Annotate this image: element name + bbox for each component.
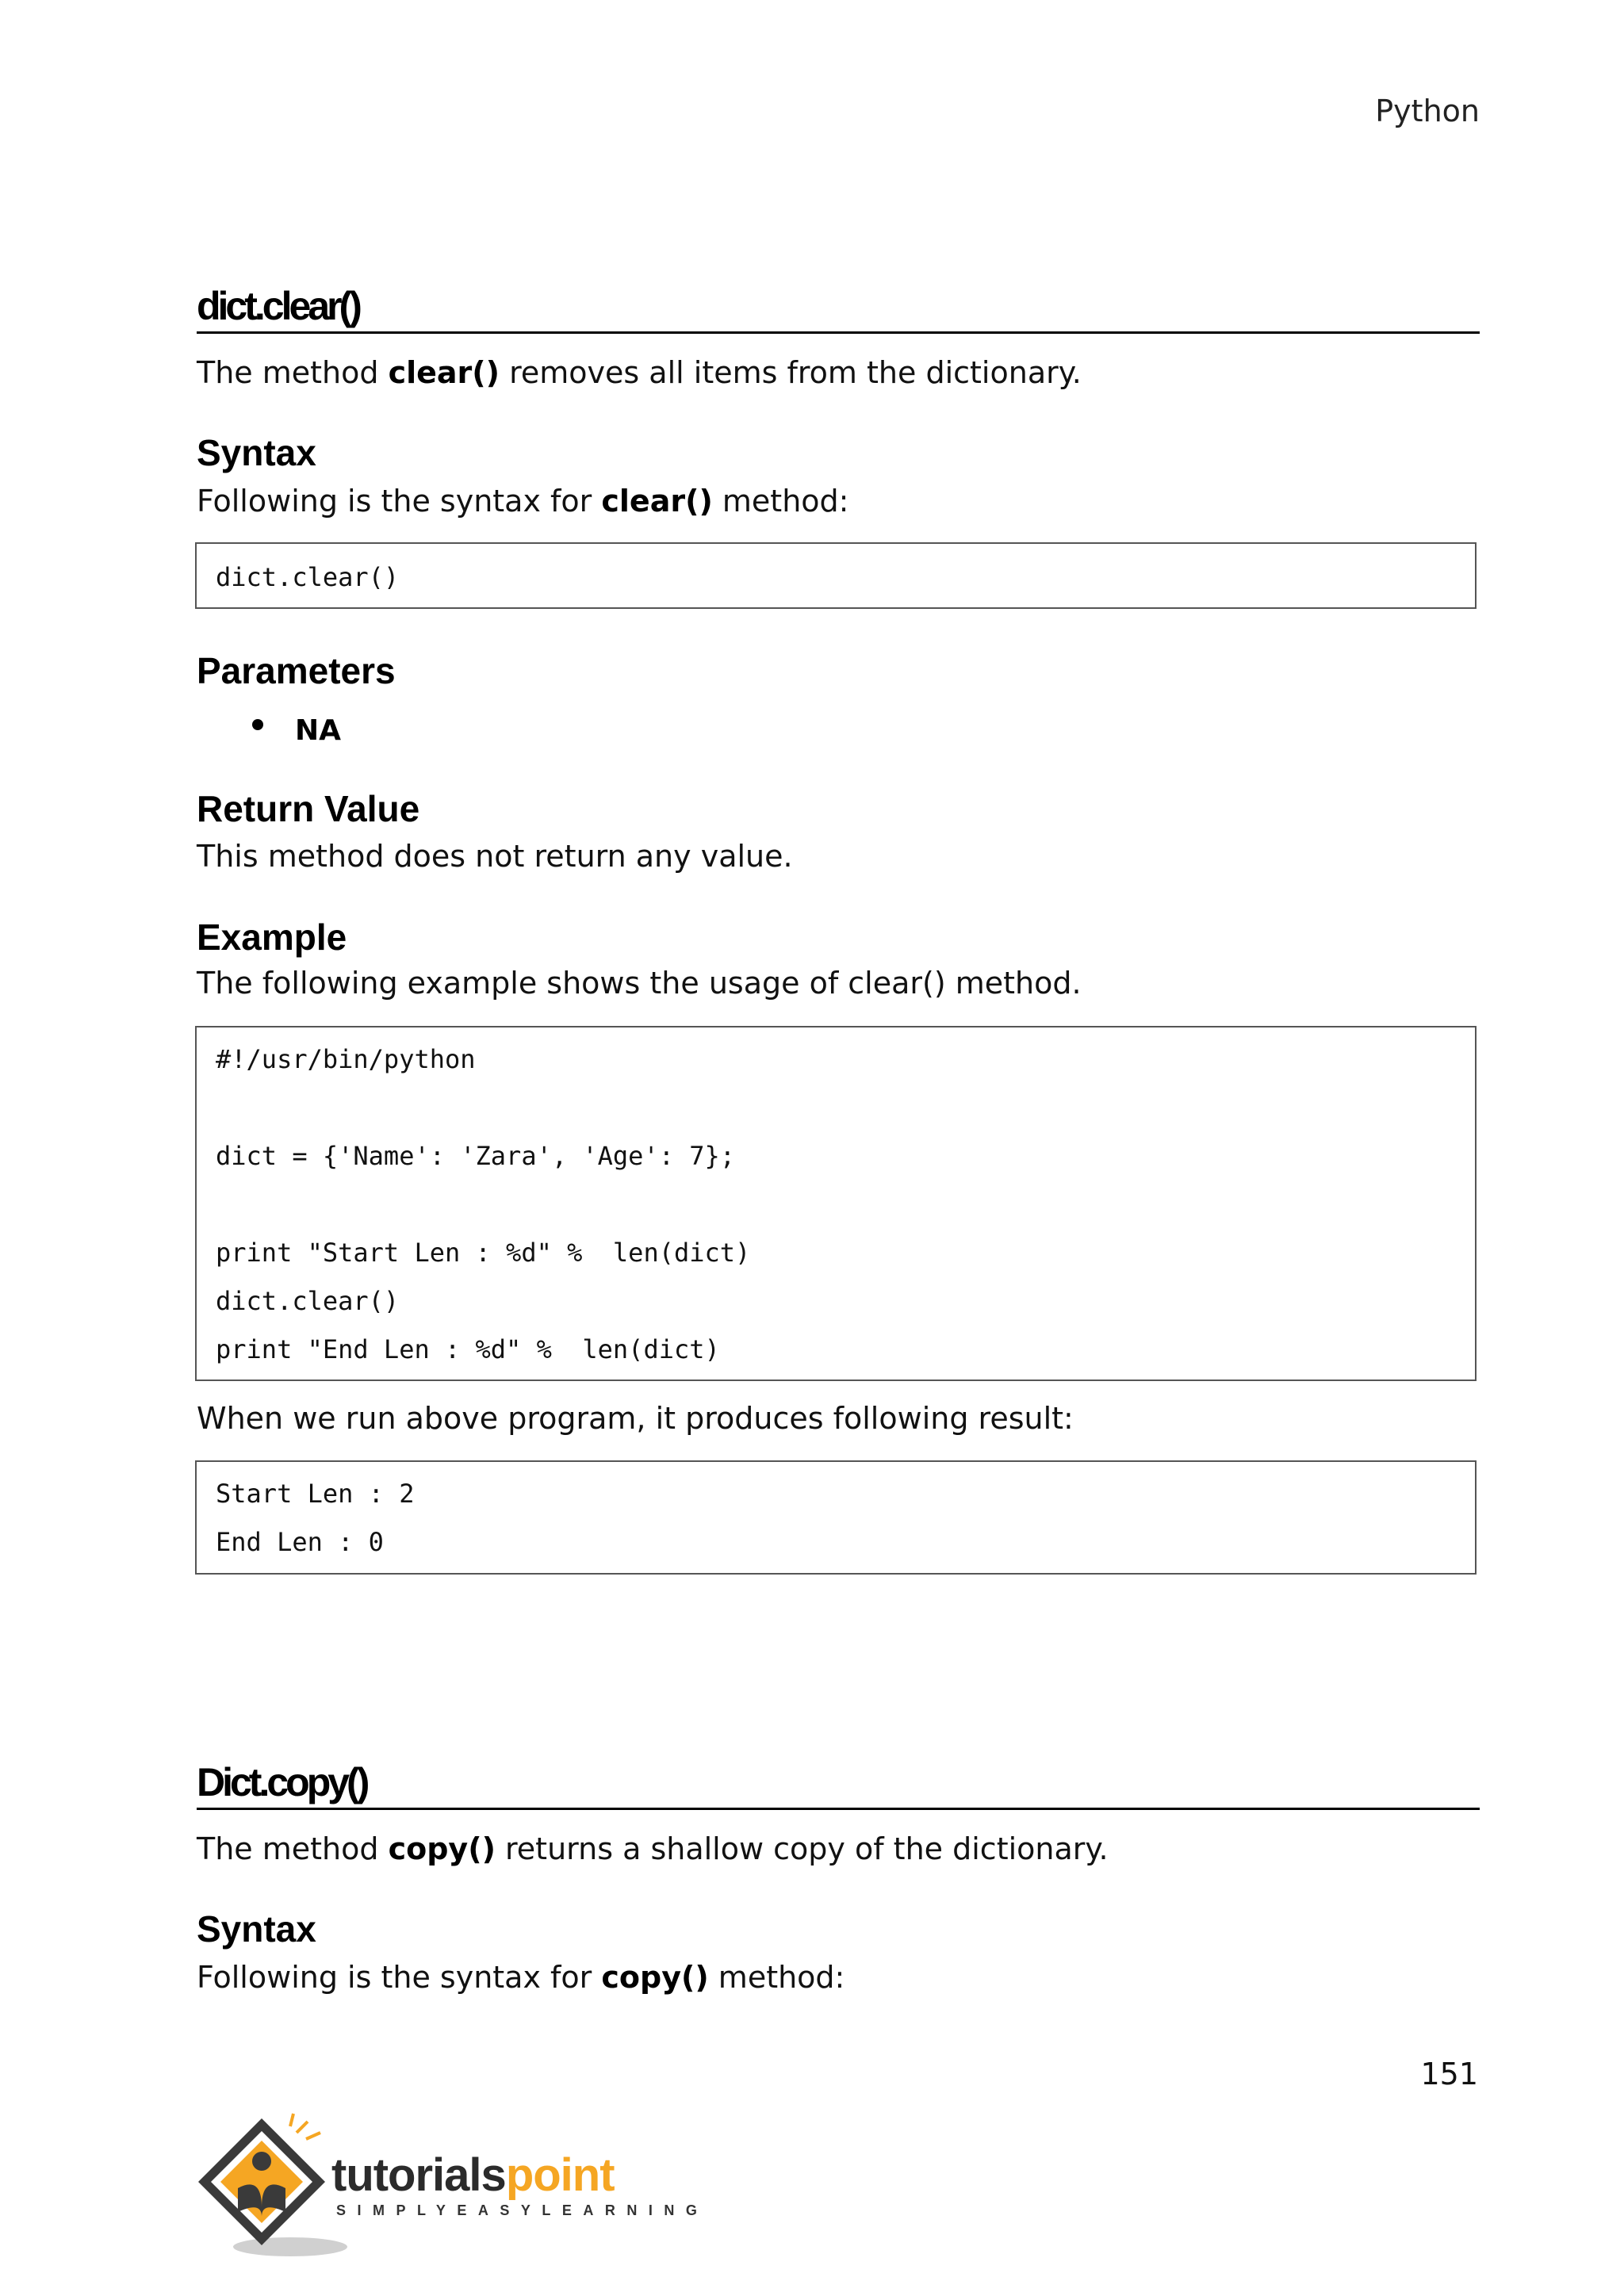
copy-syntax-text: Following is the syntax for copy() method: [197,1960,845,1995]
clear-result-intro: When we run above program, it produces following result: [197,1401,1074,1436]
clear-example-heading: Example [197,916,347,958]
result-line: End Len : 0 [216,1527,384,1557]
clear-syntax-code: dict.clear() [216,562,400,592]
code-line: print "Start Len : %d" % len(dict) [216,1238,751,1268]
code-line: print "End Len : %d" % len(dict) [216,1334,720,1364]
copy-intro: The method copy() returns a shallow copy of the dictionary. [197,1831,1109,1866]
running-header: Python [1375,94,1480,128]
copy-syntax-heading: Syntax [197,1908,316,1950]
result-line: Start Len : 2 [216,1479,415,1509]
code-line: dict.clear() [216,1286,400,1316]
clear-syntax-text: Following is the syntax for clear() method: [197,484,849,519]
section-title-clear: dict.clear() [197,282,1480,334]
clear-example-text: The following example shows the usage of clear() method. [197,966,1082,1001]
clear-return-text: This method does not return any value. [197,839,793,874]
section-title-copy: Dict.copy() [197,1758,1480,1810]
clear-parameters-heading: Parameters [197,650,396,691]
clear-example-code-box [195,1026,1477,1381]
clear-syntax-heading: Syntax [197,432,316,473]
bullet-icon [252,719,263,730]
clear-return-heading: Return Value [197,788,420,829]
page-number: 151 [1420,2057,1478,2091]
logo-tagline: SIMPLYEASYLEARNING [336,2202,709,2218]
code-line: dict = {'Name': 'Zara', 'Age': 7}; [216,1141,736,1171]
logo-wordmark: tutorialspoint [331,2149,615,2201]
clear-intro: The method clear() removes all items from the dictionary. [197,355,1082,390]
code-line: #!/usr/bin/python [216,1044,476,1074]
parameter-item: NA [295,714,341,747]
